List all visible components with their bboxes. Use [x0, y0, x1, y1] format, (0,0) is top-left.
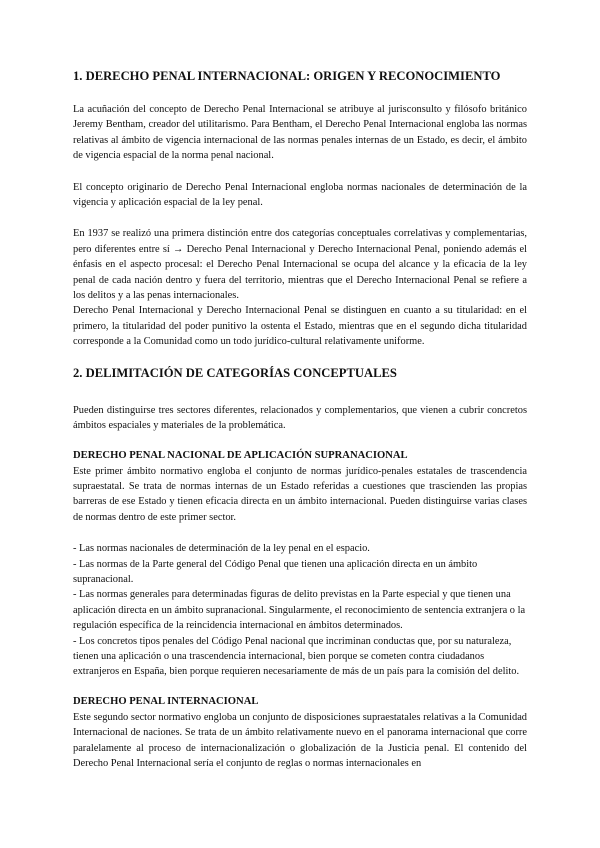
subsection-a-heading: DERECHO PENAL NACIONAL DE APLICACIÓN SUPRANACIONAL — [73, 449, 408, 461]
section-1-heading: 1. DERECHO PENAL INTERNACIONAL: ORIGEN Y RECONOCIMIENTO — [73, 69, 501, 83]
subsection-b-body: Este segundo sector normativo engloba un conjunto de disposiciones supraestatales relativas a la Comunidad Internacional de naciones. Se trata de un ámbito relativamente nuevo en el panorama internacional que corre paralelamente al proceso de internacionalización o globalización de la Justicia penal. El contenido del Derecho Penal Internacional sería el conjunto de reglas o normas internacionales en — [73, 711, 527, 769]
subsection-a-list — [73, 541, 527, 680]
section-1-paragraph-2: El concepto originario de Derecho Penal Internacional engloba normas nacionales de determinación de la vigencia y aplicación espacial de la ley penal. — [73, 181, 527, 209]
section-1-paragraph-1: La acuñación del concepto de Derecho Penal Internacional se atribuye al jurisconsulto y filósofo británico Jeremy Bentham, creador del utilitarismo. Para Bentham, el Derecho Penal Internacional engloba las normas relativas al ámbito de vigencia internacional de las normas penales internas de un Estado, es decir, el ámbito de vigencia espacial de la norma penal nacional. — [73, 104, 527, 162]
list-item: - Las normas generales para determinadas figuras de delito previstas en la Parte especial y que tienen una aplicación directa en un ámbito supranacional. Singularmente, el reconocimiento de sentencia extranjera o la regulación específica de la reincidencia internacional en ámbitos determinados. — [73, 589, 526, 632]
document-body — [73, 68, 527, 771]
list-item: - Las normas nacionales de determinación de la ley penal en el espacio. — [73, 543, 370, 555]
section-2-heading: 2. DELIMITACIÓN DE CATEGORÍAS CONCEPTUALES — [73, 365, 397, 380]
section-1-paragraph-4: Derecho Penal Internacional y Derecho Internacional Penal se distinguen en cuanto a su titularidad: en el primero, la titularidad del poder punitivo la ostenta el Estado, mientras que en el segundo dicha titularidad corresponde a la Comunidad como un todo jurídico-cultural relativamente uniforme. — [73, 305, 527, 348]
section-2-intro: Pueden distinguirse tres sectores diferentes, relacionados y complementarios, que vienen a cubrir concretos ámbitos espaciales y materiales de la problemática. — [73, 404, 527, 432]
list-item: - Las normas de la Parte general del Código Penal que tienen una aplicación directa en un ámbito supranacional. — [73, 558, 478, 585]
subsection-a-body: Este primer ámbito normativo engloba el conjunto de normas jurídico-penales estatales de trascendencia supraestatal. Se trata de normas internas de un Estado referidas a cuestiones que trascienden las propias barreras de ese Estado y tienen eficacia directa en un ámbito internacional. Pueden distinguirse varias clases de normas dentro de este primer sector. — [73, 465, 527, 523]
subsection-b-heading: DERECHO PENAL INTERNACIONAL — [73, 695, 259, 707]
list-item: - Los concretos tipos penales del Código Penal nacional que incriminan conductas que, por su naturaleza, tienen una aplicación o una trascendencia internacional, bien porque se cometen contra ciudadanos extranjeros en España, bien porque requieren necesariamente de más de un país para la comisión del delito. — [73, 635, 520, 678]
section-1-paragraph-3: En 1937 se realizó una primera distinción entre dos categorías conceptuales correlativas y complementarias, pero diferentes entre sí → Derecho Penal Internacional y Derecho Internacional Penal, poniendo además el énfasis en el aspecto procesal: el Derecho Penal Internacional se ocupa del alcance y la eficacia de la ley penal de cada nación dentro y fuera del territorio, mientras que el Derecho Internacional Penal se refiere a los delitos y a las penas internacionales. — [73, 228, 527, 302]
